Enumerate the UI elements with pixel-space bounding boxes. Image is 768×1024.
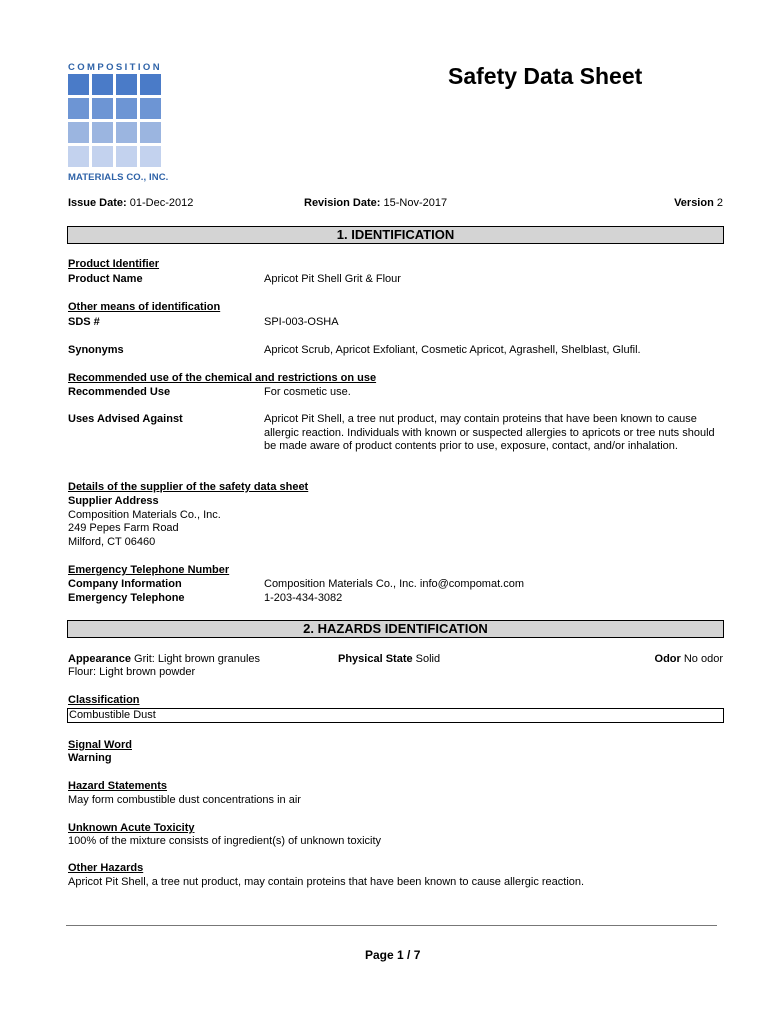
logo-square	[140, 98, 161, 119]
odor-row	[655, 653, 723, 667]
supplier-address-line: Milford, CT 06460	[68, 536, 156, 548]
revision-date-value: 15-Nov-2017	[383, 197, 448, 209]
product-name-label: Product Name	[68, 273, 143, 285]
company-logo	[68, 74, 160, 167]
revision-date-label: Revision Date:	[304, 197, 381, 209]
logo-square	[68, 146, 89, 167]
hazard-statements-heading: Hazard Statements	[68, 780, 168, 792]
supplier-address-line: Composition Materials Co., Inc.	[68, 509, 221, 521]
logo-square	[116, 74, 137, 95]
logo-square	[68, 74, 89, 95]
appearance-label: Appearance	[68, 653, 131, 665]
company-logo-text-top: COMPOSITION	[68, 62, 162, 73]
revision-date-row	[304, 197, 447, 211]
uses-advised-against-label: Uses Advised Against	[68, 413, 183, 425]
logo-square	[116, 122, 137, 143]
recommended-use-value: For cosmetic use.	[264, 386, 351, 398]
physical-state-label: Physical State	[338, 653, 413, 665]
odor-value: No odor	[683, 653, 723, 665]
document-title: Safety Data Sheet	[448, 63, 643, 89]
unknown-acute-toxicity-heading: Unknown Acute Toxicity	[68, 822, 195, 834]
logo-square	[116, 98, 137, 119]
section-2-header: 2. HAZARDS IDENTIFICATION	[67, 620, 724, 638]
emergency-telephone-value: 1-203-434-3082	[264, 592, 343, 604]
issue-date-row	[68, 197, 193, 211]
logo-square	[92, 98, 113, 119]
sds-number-label: SDS #	[68, 316, 100, 328]
version-row	[674, 197, 723, 211]
synonyms-value: Apricot Scrub, Apricot Exfoliant, Cosmetic Apricot, Agrashell, Shelblast, Glufil.	[264, 344, 641, 356]
company-information-value: Composition Materials Co., Inc. info@compomat.com	[264, 578, 524, 590]
other-hazards-text: Apricot Pit Shell, a tree nut product, may contain proteins that have been known to cause allergic reaction.	[68, 876, 585, 888]
page-label: Page	[365, 948, 394, 962]
logo-square	[140, 122, 161, 143]
uses-advised-against-value: Apricot Pit Shell, a tree nut product, may contain proteins that have been known to cause allergic reaction. Individuals with known or suspected allergies to apricots or tree nuts should be made aware of product contents prior to use, exposure, contact, and/or inhalation.	[264, 413, 715, 452]
classification-value: Combustible Dust	[69, 709, 156, 721]
classification-box	[67, 708, 724, 723]
product-identifier-heading: Product Identifier	[68, 258, 160, 270]
other-hazards-heading: Other Hazards	[68, 862, 144, 874]
appearance-value-line2: Flour: Light brown powder	[68, 666, 196, 678]
section-1-header: 1. IDENTIFICATION	[67, 226, 724, 244]
logo-square	[92, 122, 113, 143]
version-label: Version	[674, 197, 714, 209]
supplier-address-line: 249 Pepes Farm Road	[68, 522, 179, 534]
logo-square	[140, 74, 161, 95]
signal-word-value: Warning	[68, 752, 112, 764]
page-indicator	[365, 949, 420, 963]
logo-square	[140, 146, 161, 167]
classification-heading: Classification	[68, 694, 140, 706]
physical-state-row	[338, 653, 440, 667]
supplier-details-heading: Details of the supplier of the safety data sheet	[68, 481, 309, 493]
product-name-value: Apricot Pit Shell Grit & Flour	[264, 273, 401, 285]
appearance-row	[68, 653, 260, 667]
logo-square	[116, 146, 137, 167]
issue-date-value: 01-Dec-2012	[129, 197, 194, 209]
emergency-number-heading: Emergency Telephone Number	[68, 564, 230, 576]
emergency-telephone-label: Emergency Telephone	[68, 592, 185, 604]
version-value: 2	[716, 197, 723, 209]
recommended-use-label: Recommended Use	[68, 386, 171, 398]
odor-label: Odor	[654, 653, 681, 665]
page-number: 1 / 7	[397, 948, 421, 962]
company-information-label: Company Information	[68, 578, 182, 590]
recommended-use-heading: Recommended use of the chemical and restrictions on use	[68, 372, 377, 384]
unknown-acute-toxicity-text: 100% of the mixture consists of ingredient(s) of unknown toxicity	[68, 835, 382, 847]
logo-square	[68, 122, 89, 143]
logo-square	[92, 146, 113, 167]
synonyms-label: Synonyms	[68, 344, 124, 356]
issue-date-label: Issue Date:	[68, 197, 127, 209]
signal-word-heading: Signal Word	[68, 739, 132, 751]
logo-square	[92, 74, 113, 95]
footer-divider	[66, 925, 717, 926]
sds-number-value: SPI-003-OSHA	[264, 316, 339, 328]
other-means-heading: Other means of identification	[68, 301, 221, 313]
hazard-statement-text: May form combustible dust concentrations in air	[68, 794, 301, 806]
supplier-address-label: Supplier Address	[68, 495, 159, 507]
logo-square	[68, 98, 89, 119]
appearance-value: Grit: Light brown granules	[134, 653, 260, 665]
physical-state-value: Solid	[415, 653, 441, 665]
company-logo-text-bottom: MATERIALS CO., INC.	[68, 172, 169, 183]
